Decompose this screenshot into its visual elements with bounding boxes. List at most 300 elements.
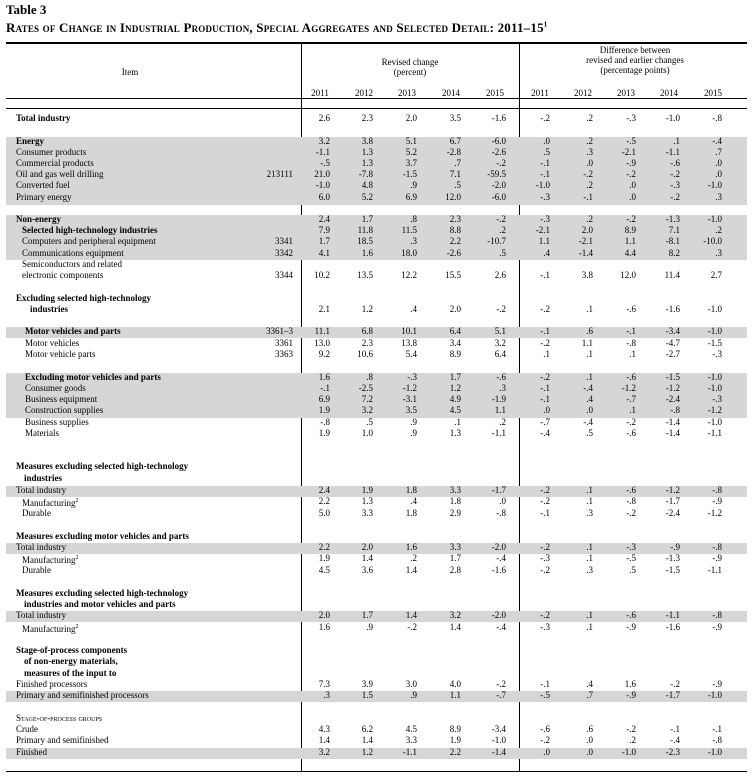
value-cell: .2 (499, 225, 506, 235)
value-cell: 2.2 (318, 542, 330, 552)
table-row (0, 428, 753, 439)
value-cell: 8.9 (624, 225, 636, 235)
value-cell: -.6 (626, 485, 636, 495)
table-row (0, 113, 753, 124)
value-cell: 2.6 (318, 113, 330, 123)
value-cell: 13.5 (357, 270, 373, 280)
table-row (0, 622, 753, 633)
value-cell: 6.9 (318, 394, 330, 404)
title-footnote-mark: 1 (543, 20, 548, 29)
table-row (0, 225, 753, 236)
value-cell: -2.0 (491, 542, 506, 552)
row-label: Motor vehicles and parts (25, 326, 121, 336)
value-cell: -.1 (540, 679, 550, 689)
footnote-mark: 2 (75, 555, 79, 561)
value-cell: -2.0 (491, 610, 506, 620)
value-cell: -1.3 (665, 553, 680, 563)
value-cell: -.2 (626, 417, 636, 427)
value-cell: -1.4 (578, 248, 593, 258)
table-row (0, 508, 753, 519)
value-cell: .7 (586, 690, 593, 700)
value-cell: .5 (454, 180, 461, 190)
value-cell: -1.4 (665, 417, 680, 427)
value-cell: -.2 (540, 610, 550, 620)
value-cell: .5 (366, 417, 373, 427)
value-cell: 3.8 (361, 136, 373, 146)
value-cell: -6.0 (491, 136, 506, 146)
value-cell: 1.5 (361, 690, 373, 700)
value-cell: 1.1 (624, 236, 636, 246)
table-row (0, 645, 753, 656)
row-label: Excluding selected high-technology (16, 293, 152, 303)
table-title-text: Rates of Change in Industrial Production, Special Aggregates and Selected Detail: 2011–15 (6, 20, 544, 35)
value-cell: .1 (586, 622, 593, 632)
value-cell: 2.7 (710, 270, 722, 280)
row-label: Primary and semifinished (16, 735, 109, 745)
value-cell: -1.0 (707, 690, 722, 700)
value-cell: 13.0 (314, 338, 330, 348)
value-cell: -3.1 (402, 394, 417, 404)
value-cell: -.2 (670, 169, 680, 179)
value-cell: -.2 (496, 214, 506, 224)
value-cell: -1.0 (707, 304, 722, 314)
table-row (0, 147, 753, 158)
value-cell: -6.0 (491, 192, 506, 202)
value-cell: 11.5 (401, 225, 417, 235)
row-label: Converted fuel (16, 180, 70, 190)
table-row (0, 394, 753, 405)
value-cell: 10.1 (401, 326, 417, 336)
value-cell: -.7 (496, 690, 506, 700)
value-cell: 1.6 (318, 372, 330, 382)
table-row (0, 248, 753, 259)
row-label: Total industry (16, 610, 67, 620)
value-cell: 1.6 (405, 542, 417, 552)
value-cell: -1.2 (707, 508, 722, 518)
value-cell: -10.7 (487, 236, 506, 246)
year-header-revised-2015: 2015 (486, 88, 504, 98)
row-label: Construction supplies (25, 405, 104, 415)
value-cell: -.2 (583, 169, 593, 179)
value-cell: .1 (586, 553, 593, 563)
year-header-revised-2013: 2013 (398, 88, 416, 98)
value-cell: 7.1 (449, 169, 461, 179)
value-cell: -.3 (712, 349, 722, 359)
value-cell: 13.8 (401, 338, 417, 348)
value-cell: 1.2 (361, 747, 373, 757)
row-label: Communications equipment (22, 248, 124, 258)
value-cell: 3.5 (449, 113, 461, 123)
value-cell: -.4 (712, 136, 722, 146)
table-row (0, 473, 753, 484)
row-label: industries (30, 304, 69, 314)
value-cell: -1.6 (491, 113, 506, 123)
value-cell: 2.0 (318, 610, 330, 620)
value-cell: -2.1 (578, 236, 593, 246)
table-row (0, 136, 753, 147)
naics-code: 3363 (275, 349, 293, 359)
value-cell: 1.1 (494, 405, 506, 415)
value-cell: -.2 (496, 158, 506, 168)
row-label: Finished (16, 747, 48, 757)
value-cell: .4 (410, 496, 417, 506)
value-cell: 1.6 (361, 248, 373, 258)
row-label: Finished processors (16, 679, 88, 689)
row-label: industries and motor vehicles and parts (24, 599, 176, 609)
table-row (0, 531, 753, 542)
value-cell: .3 (586, 147, 593, 157)
value-cell: 3.2 (318, 747, 330, 757)
value-cell: -1.2 (707, 405, 722, 415)
value-cell: 2.3 (361, 338, 373, 348)
value-cell: 5.0 (318, 508, 330, 518)
row-label: measures of the input to (24, 668, 117, 678)
value-cell: 5.4 (405, 349, 417, 359)
value-cell: -.8 (670, 405, 680, 415)
row-label: Crude (16, 724, 38, 734)
value-cell: 3.8 (581, 270, 593, 280)
value-cell: 2.2 (449, 747, 461, 757)
value-cell: -1.0 (535, 180, 550, 190)
value-cell: 1.6 (318, 622, 330, 632)
value-cell: -.4 (540, 428, 550, 438)
value-cell: .5 (543, 147, 550, 157)
table-row (0, 304, 753, 315)
value-cell: -1.7 (665, 496, 680, 506)
value-cell: 5.2 (361, 192, 373, 202)
value-cell: -.8 (626, 496, 636, 506)
value-cell: -.7 (626, 394, 636, 404)
value-cell: -.9 (670, 542, 680, 552)
value-cell: .1 (586, 304, 593, 314)
value-cell: 1.8 (449, 496, 461, 506)
value-cell: -.9 (712, 553, 722, 563)
value-cell: 12.2 (401, 270, 417, 280)
value-cell: -1.2 (665, 383, 680, 393)
value-cell: -.1 (540, 508, 550, 518)
value-cell: 9.2 (318, 349, 330, 359)
value-cell: -1.7 (491, 485, 506, 495)
revised-change-header (340, 57, 480, 77)
year-header-difference-2012: 2012 (574, 88, 592, 98)
value-cell: 2.4 (318, 214, 330, 224)
value-cell: -.9 (712, 496, 722, 506)
value-cell: -7.8 (358, 169, 373, 179)
value-cell: 2.4 (318, 485, 330, 495)
value-cell: -2.8 (446, 147, 461, 157)
value-cell: -.2 (670, 192, 680, 202)
value-cell: -.2 (540, 735, 550, 745)
value-cell: -1.0 (707, 214, 722, 224)
table-row (0, 713, 753, 724)
value-cell: 8.2 (668, 248, 680, 258)
value-cell: -.7 (540, 417, 550, 427)
value-cell: -.3 (407, 372, 417, 382)
value-cell: 4.9 (449, 394, 461, 404)
value-cell: -.9 (626, 158, 636, 168)
table-row (0, 417, 753, 428)
value-cell: -.5 (626, 136, 636, 146)
value-cell: 6.0 (318, 192, 330, 202)
value-cell: 1.8 (405, 485, 417, 495)
value-cell: -3.4 (491, 724, 506, 734)
value-cell: 1.3 (361, 158, 373, 168)
table-row (0, 690, 753, 701)
value-cell: -.1 (712, 724, 722, 734)
value-cell: .4 (586, 394, 593, 404)
value-cell: 1.2 (449, 383, 461, 393)
value-cell: 2.6 (494, 270, 506, 280)
year-header-difference-2011: 2011 (531, 88, 549, 98)
row-label: Total industry (16, 542, 67, 552)
table-row (0, 668, 753, 679)
table-row (0, 236, 753, 247)
value-cell: 3.0 (405, 679, 417, 689)
value-cell: 6.4 (494, 349, 506, 359)
row-label: Measures excluding selected high-technology (16, 588, 189, 598)
value-cell: .3 (499, 383, 506, 393)
value-cell: 1.9 (361, 485, 373, 495)
value-cell: -.9 (712, 679, 722, 689)
value-cell: -.8 (712, 113, 722, 123)
value-cell: 1.9 (318, 428, 330, 438)
value-cell: 3.2 (449, 610, 461, 620)
value-cell: -1.5 (665, 372, 680, 382)
value-cell: 4.3 (318, 724, 330, 734)
value-cell: 4.5 (318, 565, 330, 575)
naics-code: 3341 (275, 236, 293, 246)
value-cell: -.1 (540, 169, 550, 179)
row-label: Excluding motor vehicles and parts (25, 372, 161, 382)
value-cell: -1.1 (707, 565, 722, 575)
value-cell: 3.3 (405, 735, 417, 745)
table-row (0, 542, 753, 553)
value-cell: 1.0 (361, 428, 373, 438)
value-cell: 11.8 (357, 225, 373, 235)
value-cell: .0 (715, 158, 722, 168)
value-cell: 2.3 (361, 113, 373, 123)
value-cell: -.3 (540, 214, 550, 224)
naics-code: 3361 (275, 338, 293, 348)
value-cell: -.5 (626, 553, 636, 563)
row-label: Energy (16, 136, 44, 146)
value-cell: -1.0 (707, 180, 722, 190)
revised-change-line-2: (percent) (393, 67, 427, 77)
value-cell: 2.0 (405, 113, 417, 123)
value-cell: -.2 (496, 679, 506, 689)
row-label: Non-energy (16, 214, 61, 224)
footnote-mark: 2 (75, 498, 79, 504)
value-cell: 10.6 (357, 349, 373, 359)
row-label: Business equipment (25, 394, 98, 404)
value-cell: -.1 (540, 383, 550, 393)
value-cell: -1.7 (665, 690, 680, 700)
table-row (0, 169, 753, 180)
value-cell: .1 (586, 372, 593, 382)
row-label: Oil and gas well drilling (16, 169, 104, 179)
value-cell: -.1 (670, 724, 680, 734)
value-cell: 2.3 (449, 214, 461, 224)
row-label: Manufacturing$^2$ (22, 624, 79, 634)
value-cell: .9 (410, 417, 417, 427)
value-cell: -1.2 (621, 383, 636, 393)
footnote-mark: 2 (75, 624, 79, 630)
row-label: of non-energy materials, (24, 656, 118, 666)
value-cell: -1.0 (707, 747, 722, 757)
value-cell: -10.0 (703, 236, 722, 246)
value-cell: .0 (586, 747, 593, 757)
value-cell: .4 (410, 304, 417, 314)
value-cell: -.2 (540, 113, 550, 123)
naics-code: 3361–3 (266, 326, 293, 336)
row-label: Primary energy (16, 192, 72, 202)
value-cell: -.6 (626, 428, 636, 438)
value-cell: -.2 (540, 542, 550, 552)
table-row (0, 405, 753, 416)
value-cell: .1 (586, 496, 593, 506)
value-cell: .3 (586, 565, 593, 575)
value-cell: 3.3 (449, 542, 461, 552)
year-header-difference-2013: 2013 (617, 88, 635, 98)
row-label: Durable (22, 565, 51, 575)
value-cell: -1.1 (707, 428, 722, 438)
value-cell: -2.4 (665, 394, 680, 404)
item-header: Item (121, 67, 139, 77)
value-cell: 8.8 (449, 225, 461, 235)
difference-line-3: (percentage points) (600, 65, 670, 75)
value-cell: .4 (586, 679, 593, 689)
value-cell: 4.5 (449, 405, 461, 415)
value-cell: -.8 (712, 610, 722, 620)
value-cell: 6.8 (361, 326, 373, 336)
value-cell: 3.3 (449, 485, 461, 495)
header-bottom-rule (6, 108, 747, 109)
value-cell: .3 (586, 508, 593, 518)
value-cell: 7.1 (668, 225, 680, 235)
value-cell: 11.1 (314, 326, 330, 336)
value-cell: 1.4 (449, 622, 461, 632)
value-cell: -.1 (540, 326, 550, 336)
value-cell: -.6 (540, 724, 550, 734)
value-cell: -.9 (626, 690, 636, 700)
value-cell: .3 (715, 248, 722, 258)
table-row (0, 372, 753, 383)
value-cell: .0 (586, 735, 593, 745)
value-cell: -1.0 (707, 326, 722, 336)
value-cell: 1.1 (581, 338, 593, 348)
table-row (0, 158, 753, 169)
value-cell: -.4 (583, 417, 593, 427)
value-cell: 1.4 (361, 735, 373, 745)
table-row (0, 610, 753, 621)
value-cell: .2 (586, 136, 593, 146)
value-cell: .3 (323, 690, 330, 700)
table-row (0, 656, 753, 667)
row-label: Total industry (16, 485, 67, 495)
value-cell: -.8 (712, 542, 722, 552)
value-cell: 4.8 (361, 180, 373, 190)
value-cell: -.2 (626, 169, 636, 179)
value-cell: .2 (715, 225, 722, 235)
value-cell: -.2 (670, 679, 680, 689)
row-label: industries (24, 473, 63, 483)
naics-code: 213111 (266, 169, 293, 179)
value-cell: 1.7 (318, 236, 330, 246)
table-row (0, 679, 753, 690)
value-cell: .2 (499, 417, 506, 427)
value-cell: .8 (366, 372, 373, 382)
value-cell: -1.0 (707, 417, 722, 427)
row-label: Computers and peripheral equipment (22, 236, 156, 246)
value-cell: -.6 (626, 610, 636, 620)
value-cell: 1.7 (361, 214, 373, 224)
table-row (0, 553, 753, 564)
value-cell: -.5 (320, 158, 330, 168)
value-cell: -.4 (496, 553, 506, 563)
table-row (0, 326, 753, 337)
value-cell: .5 (499, 248, 506, 258)
row-label: Consumer products (16, 147, 87, 157)
value-cell: .1 (629, 405, 636, 415)
value-cell: 3.9 (361, 679, 373, 689)
value-cell: -.6 (496, 372, 506, 382)
value-cell: -8.1 (665, 236, 680, 246)
value-cell: 2.8 (449, 565, 461, 575)
value-cell: .5 (586, 428, 593, 438)
table-row (0, 496, 753, 507)
value-cell: -1.5 (402, 169, 417, 179)
year-header-difference-2014: 2014 (660, 88, 678, 98)
value-cell: 3.7 (405, 158, 417, 168)
year-rule (6, 98, 747, 99)
value-cell: -2.3 (665, 747, 680, 757)
value-cell: -.2 (407, 622, 417, 632)
value-cell: 3.2 (494, 338, 506, 348)
value-cell: -.1 (583, 192, 593, 202)
value-cell: 1.1 (538, 236, 550, 246)
value-cell: 21.0 (314, 169, 330, 179)
value-cell: -.8 (712, 485, 722, 495)
row-label: Commercial products (16, 158, 94, 168)
value-cell: 4.0 (449, 679, 461, 689)
value-cell: .0 (543, 747, 550, 757)
value-cell: -.1 (320, 383, 330, 393)
value-cell: 2.2 (318, 496, 330, 506)
value-cell: -1.0 (621, 747, 636, 757)
difference-header (550, 45, 720, 75)
value-cell: -.4 (496, 622, 506, 632)
value-cell: .6 (586, 326, 593, 336)
value-cell: 8.9 (449, 724, 461, 734)
value-cell: -2.0 (491, 180, 506, 190)
value-cell: 18.0 (401, 248, 417, 258)
value-cell: -2.4 (665, 508, 680, 518)
row-label: Consumer goods (25, 383, 86, 393)
value-cell: 3.3 (361, 508, 373, 518)
value-cell: 1.4 (361, 553, 373, 563)
value-cell: -1.0 (315, 180, 330, 190)
value-cell: 3.2 (361, 405, 373, 415)
value-cell: 1.9 (318, 405, 330, 415)
row-label: Measures excluding selected high-technology (16, 461, 189, 471)
row-label: Manufacturing$^2$ (22, 498, 79, 508)
value-cell: .0 (499, 496, 506, 506)
year-header-difference-2015: 2015 (704, 88, 722, 98)
value-cell: -1.9 (491, 394, 506, 404)
value-cell: -.3 (540, 622, 550, 632)
value-cell: .1 (586, 485, 593, 495)
value-cell: 1.7 (449, 553, 461, 563)
